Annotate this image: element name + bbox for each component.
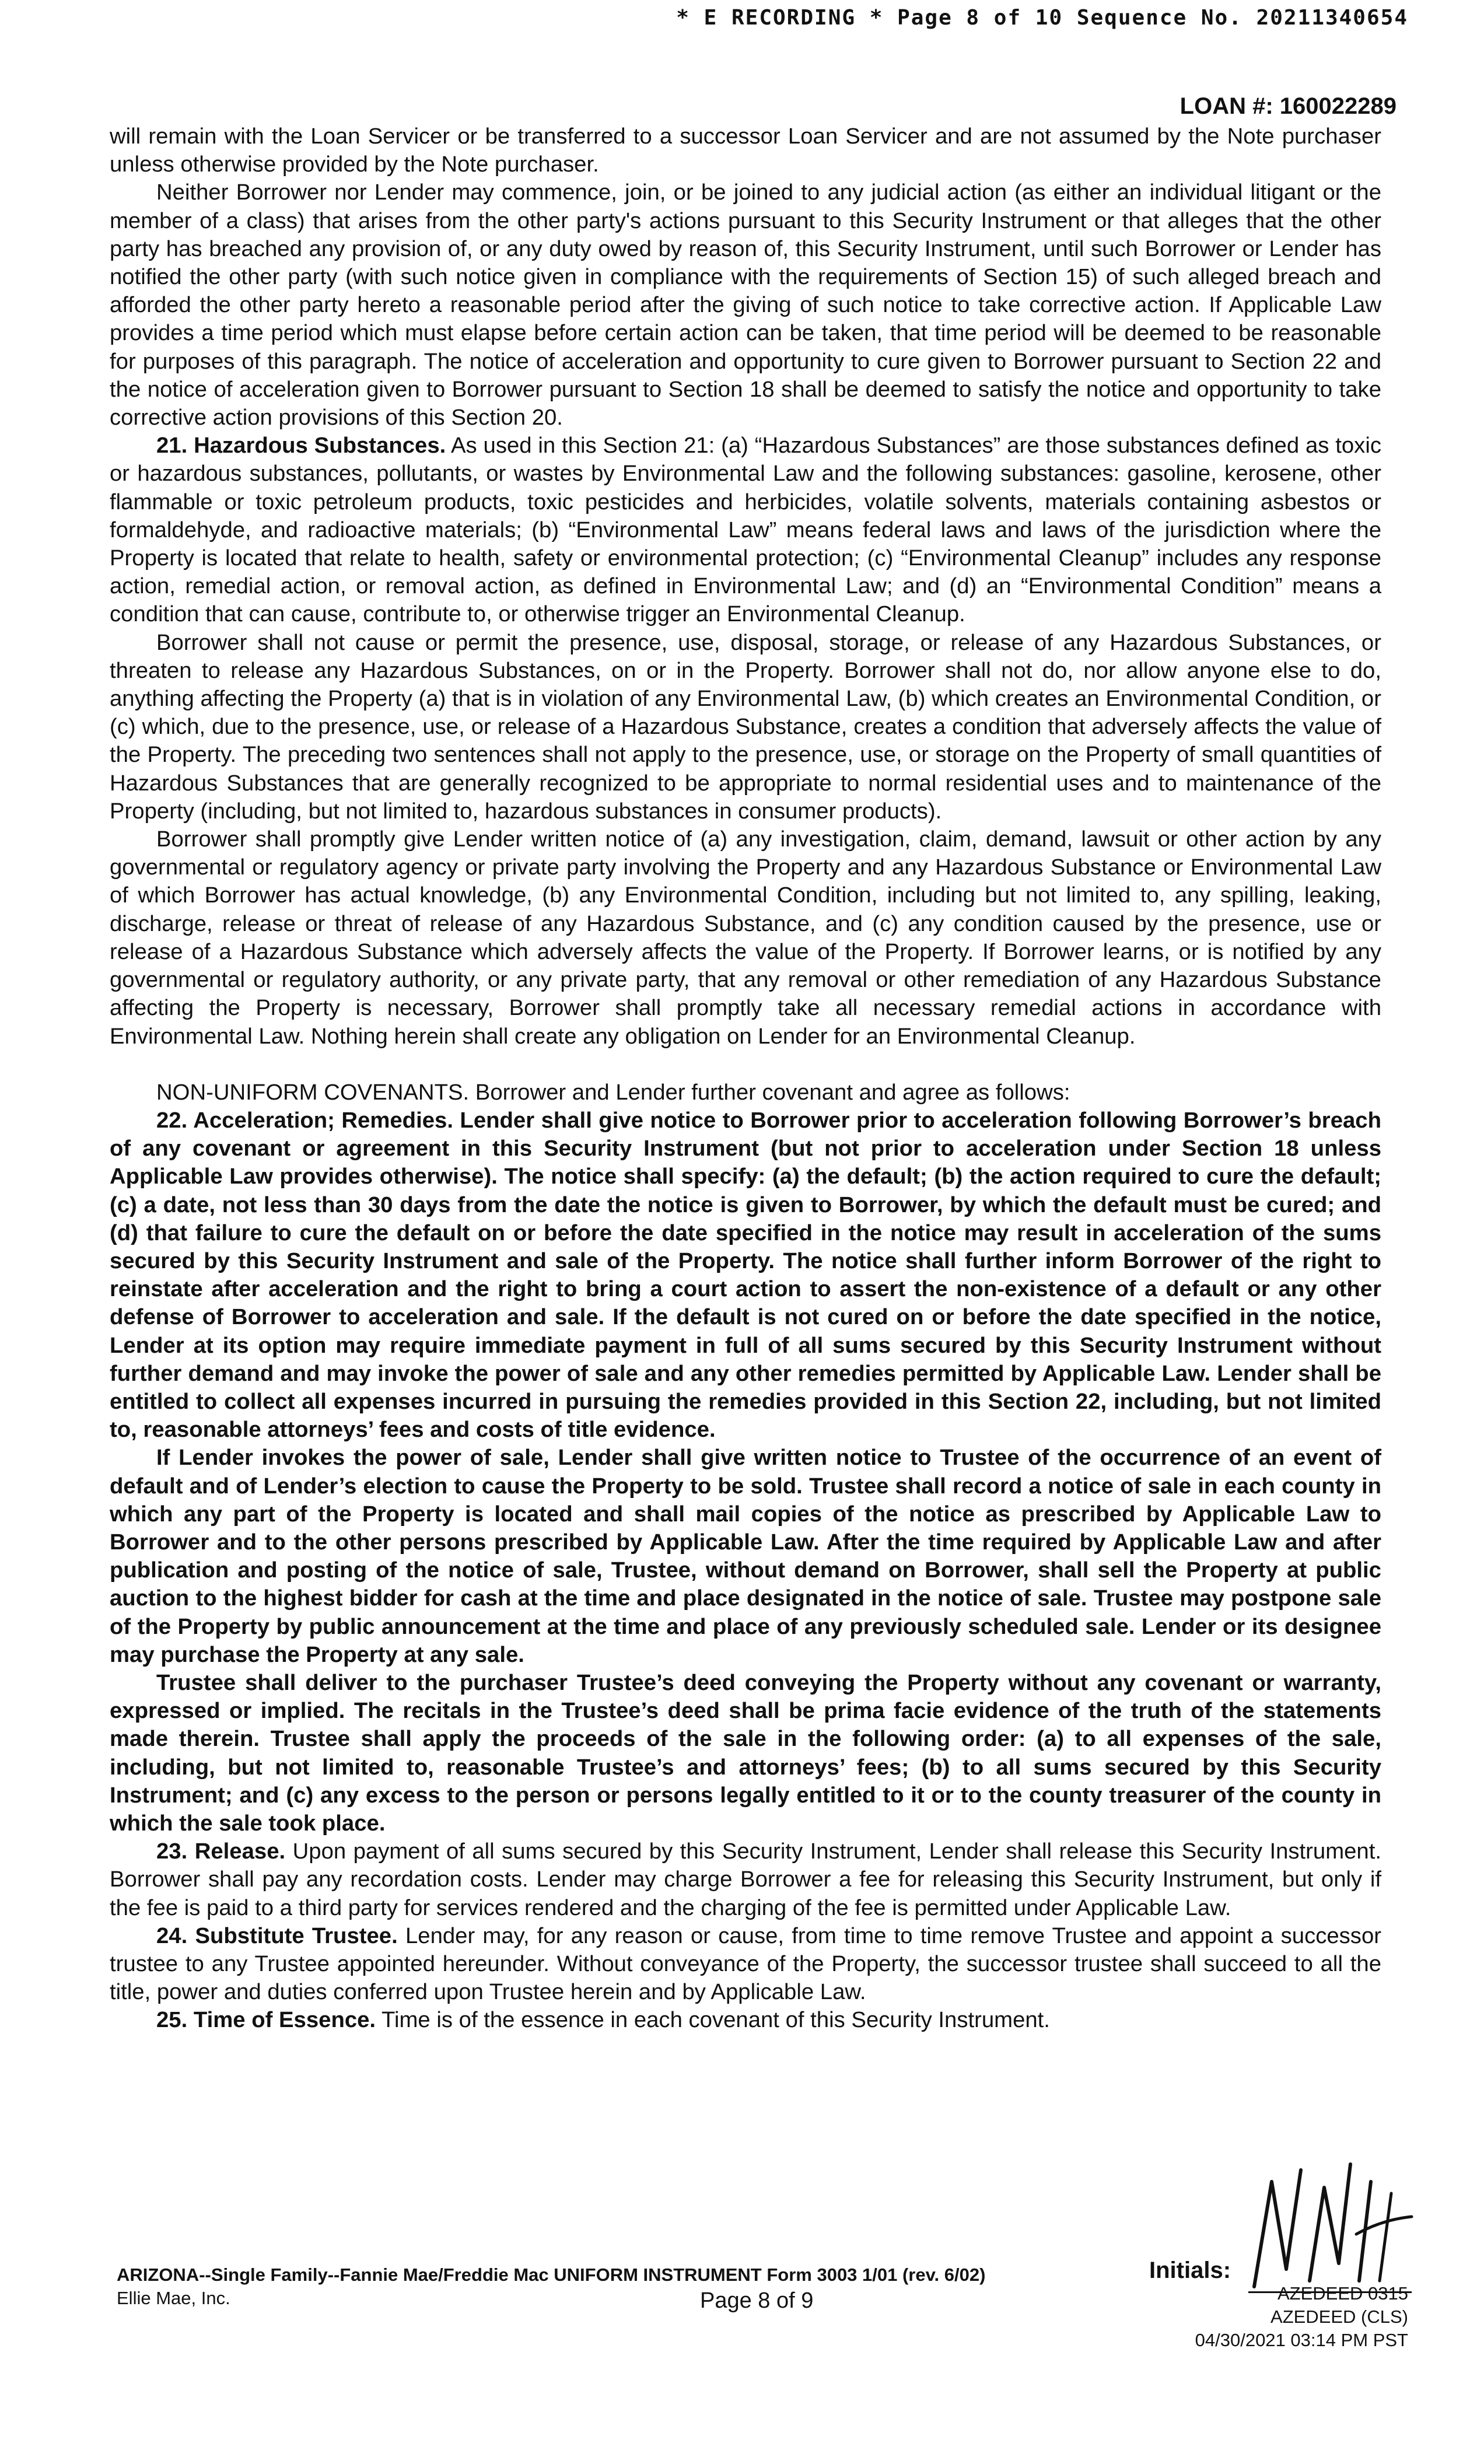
section-24-substitute-trustee: [110, 1922, 1381, 2007]
stamp-code: AZEDEED 0315: [1278, 2283, 1408, 2304]
paragraph-section-20: Neither Borrower nor Lender may commence, join, or be joined to any judicial action (as either an individual litigant or the member of a class) that arises from the other party's actions pursuant to this Security Instrument or that alleges that the other party has breached any provision of, or any duty owed by reason of, this Security Instrument, until such Borrower or Lender has notified the other party (with such notice given in compliance with the requirements of Section 15) of such alleged breach and afforded the other party hereto a reasonable period after the giving of such notice to take corrective action. If Applicable Law provides a time period which must elapse before certain action can be taken, that time period will be deemed to be reasonable for purposes of this paragraph. The notice of acceleration and opportunity to cure given to Borrower pursuant to Section 22 and the notice of acceleration given to Borrower pursuant to Section 18 shall be deemed to satisfy the notice and opportunity to take corrective action provisions of this Section 20.: [110, 180, 1381, 430]
stamp-name: AZEDEED (CLS): [1270, 2306, 1408, 2327]
section-23-release: [110, 1838, 1381, 1922]
page-number: Page 8 of 9: [700, 2288, 814, 2313]
paragraph-servicer-continued: will remain with the Loan Servicer or be transferred to a successor Loan Servicer and are not assumed by the Note purchaser unless otherwise provided by the Note purchaser.: [110, 124, 1381, 177]
loan-number: LOAN #: 160022289: [1180, 93, 1396, 119]
section-21-heading: 21. Hazardous Substances.: [156, 433, 446, 459]
paragraph-gap: [110, 1051, 1381, 1079]
section-23-heading: 23. Release.: [156, 1839, 286, 1864]
section-24-heading: 24. Substitute Trustee.: [156, 1923, 398, 1948]
initials-signature: [1231, 2147, 1418, 2298]
section-21-hazardous-substances: [110, 432, 1381, 628]
form-footer: [117, 2263, 985, 2310]
section-25-heading: 25. Time of Essence.: [156, 2007, 376, 2033]
section-24-text: Lender may, for any reason or cause, from time to time remove Trustee and appoint a successor trustee to any Trustee appointed hereunder. Without conveyance of the Property, the successor trustee shall succeed to all the title, power and duties conferred upon Trustee herein and by Applicable Law.: [110, 1923, 1382, 2005]
initials-label: Initials:: [1149, 2258, 1231, 2283]
section-23-text: Upon payment of all sums secured by this Security Instrument, Lender shall release this Security Instrument. Borrower shall pay any recordation costs. Lender may charge Borrower a fee for releasing this Security Instrument, but only if the fee is paid to a third party for services rendered and the charging of the fee is permitted under Applicable Law.: [110, 1839, 1382, 1920]
paragraph-borrower-shall-not: Borrower shall not cause or permit the presence, use, disposal, storage, or release of any Hazardous Substances, or threaten to release any Hazardous Substances, on or in the Property. Borrower shall not do, nor allow anyone else to do, anything affecting the Property (a) that is in violation of any Environmental Law, (b) which creates an Environmental Condition, or (c) which, due to the presence, use, or release of a Hazardous Substance, creates a condition that adversely affects the value of the Property. The preceding two sentences shall not apply to the presence, use, or storage on the Property of small quantities of Hazardous Substances that are generally recognized to be appropriate to normal residential uses and to maintenance of the Property (including, but not limited to, hazardous substances in consumer products).: [110, 629, 1381, 824]
paragraph-borrower-notice: Borrower shall promptly give Lender written notice of (a) any investigation, claim, demand, lawsuit or other action by any governmental or regulatory agency or private party involving the Property and any Hazardous Substance or Environmental Law of which Borrower has actual knowledge, (b) any Environmental Condition, including but not limited to, any spilling, leaking, discharge, release or threat of release of any Hazardous Substance, and (c) any condition caused by the presence, use or release of a Hazardous Substance which adversely affects the value of the Property. If Borrower learns, or is notified by any governmental or regulatory authority, or any private party, that any removal or other remediation of any Hazardous Substance affecting the Property is necessary, Borrower shall promptly take all necessary remedial actions in accordance with Environmental Law. Nothing herein shall create any obligation on Lender for an Environmental Cleanup.: [110, 827, 1381, 1049]
company-name: Ellie Mae, Inc.: [117, 2288, 230, 2308]
document-body: [110, 123, 1381, 2035]
document-stamp: [1195, 2282, 1408, 2352]
paragraph-trustee-deed: Trustee shall deliver to the purchaser Trustee’s deed conveying the Property without any covenant or warranty, expressed or implied. The recitals in the Trustee’s deed shall be prima facie evidence of the truth of the statements made therein. Trustee shall apply the proceeds of the sale in the following order: (a) to all expenses of the sale, including, but not limited to, reasonable Trustee’s and attorneys’ fees; (b) to all sums secured by this Security Instrument; and (c) any excess to the person or persons legally entitled to it or to the county treasurer of the county in which the sale took place.: [110, 1670, 1381, 1836]
section-21-text: As used in this Section 21: (a) “Hazardous Substances” are those substances defined as toxic or hazardous substances, pollutants, or wastes by Environmental Law and the following substances: gasoline, kerosene, other flammable or toxic petroleum products, toxic pesticides and herbicides, volatile solvents, materials containing asbestos or formaldehyde, and radioactive materials; (b) “Environmental Law” means federal laws and laws of the jurisdiction where the Property is located that relate to health, safety or environmental protection; (c) “Environmental Cleanup” includes any response action, remedial action, or removal action, as defined in Environmental Law; and (d) an “Environmental Condition” means a condition that can cause, contribute to, or otherwise trigger an Environmental Cleanup.: [110, 433, 1381, 627]
form-identifier: ARIZONA--Single Family--Fannie Mae/Freddie Mac UNIFORM INSTRUMENT Form 3003 1/01 (rev. 6/02): [117, 2264, 986, 2285]
recording-header: * E RECORDING * Page 8 of 10 Sequence No. 20211340654: [676, 6, 1408, 30]
stamp-date: 04/30/2021 03:14 PM PST: [1195, 2330, 1408, 2350]
section-25-time-of-essence: [110, 2006, 1381, 2034]
paragraph-power-of-sale: If Lender invokes the power of sale, Lender shall give written notice to Trustee of the occurrence of an event of default and of Lender’s election to cause the Property to be sold. Trustee shall record a notice of sale in each county in which any part of the Property is located and shall mail copies of the notice as prescribed by Applicable Law to Borrower and to the other persons prescribed by Applicable Law. After the time required by Applicable Law and after publication and posting of the notice of sale, Trustee, without demand on Borrower, shall sell the Property at public auction to the highest bidder for cash at the time and place designated in the notice of sale. Trustee may postpone sale of the Property by public announcement at the time and place of any previously scheduled sale. Lender or its designee may purchase the Property at any sale.: [110, 1445, 1381, 1667]
section-22-acceleration: 22. Acceleration; Remedies. Lender shall give notice to Borrower prior to acceleration following Borrower’s breach of any covenant or agreement in this Security Instrument (but not prior to acceleration under Section 18 unless Applicable Law provides otherwise). The notice shall specify: (a) the default; (b) the action required to cure the default; (c) a date, not less than 30 days from the date the notice is given to Borrower, by which the default must be cured; and (d) that failure to cure the default on or before the date specified in the notice may result in acceleration of the sums secured by this Security Instrument and sale of the Property. The notice shall further inform Borrower of the right to reinstate after acceleration and the right to bring a court action to assert the non-existence of a default or any other defense of Borrower to acceleration and sale. If the default is not cured on or before the date specified in the notice, Lender at its option may require immediate payment in full of all sums secured by this Security Instrument without further demand and may invoke the power of sale and any other remedies permitted by Applicable Law. Lender shall be entitled to collect all expenses incurred in pursuing the remedies provided in this Section 22, including, but not limited to, reasonable attorneys’ fees and costs of title evidence.: [110, 1107, 1381, 1443]
section-25-text: Time is of the essence in each covenant of this Security Instrument.: [382, 2007, 1050, 2033]
non-uniform-covenants: NON-UNIFORM COVENANTS. Borrower and Lender further covenant and agree as follows:: [156, 1079, 1070, 1105]
